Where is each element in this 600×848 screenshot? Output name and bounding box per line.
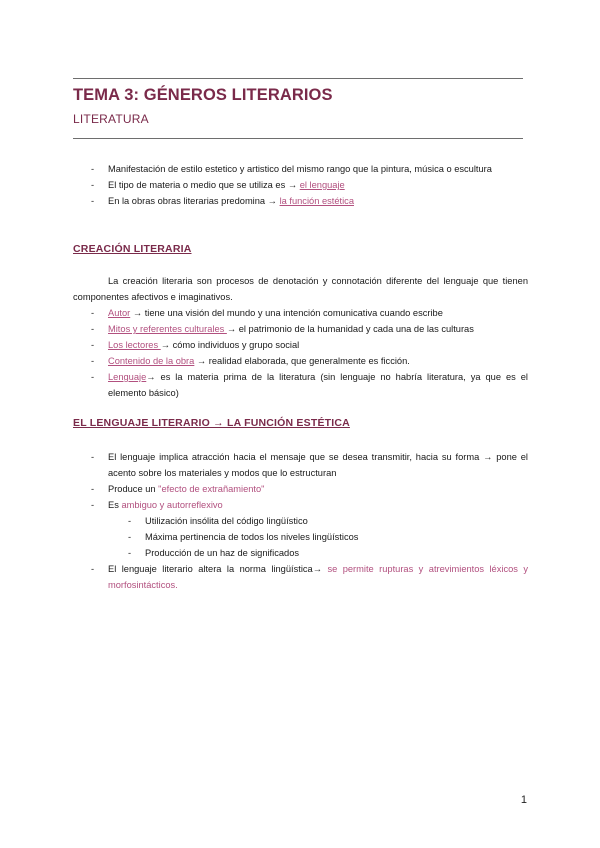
list-item: - El lenguaje implica atracción hacia el mensaje que se desea transmitir, hacia su forma → pone el acento sobre los materiales y modos que lo estructuran (91, 452, 528, 478)
sub-list-item: - Máxima pertinencia de todos los niveles lingüísticos (128, 532, 359, 542)
list-item: - Mitos y referentes culturales → el patrimonio de la humanidad y cada una de las culturas (91, 324, 474, 334)
sub-list-item: - Producción de un haz de significados (128, 548, 300, 558)
section-heading-creacion: CREACIÓN LITERARIA (73, 243, 192, 255)
top-rule (73, 78, 523, 79)
list-item: - Es ambiguo y autorreflexivo (91, 500, 223, 510)
link-lenguaje[interactable]: Lenguaje (108, 372, 147, 382)
header-rule (73, 138, 523, 139)
list-item: - Lenguaje→ es la materia prima de la literatura (sin lenguaje no habría literatura, ya que es el elemento básico) (91, 372, 528, 398)
link-el-lenguaje[interactable]: el lenguaje (299, 180, 345, 190)
list-item: - Los lectores → cómo individuos y grupo social (91, 340, 300, 350)
list-item: - El lenguaje literario altera la norma lingüística→ se permite rupturas y atrevimientos léxicos y morfosintácticos. (91, 564, 528, 590)
creacion-paragraph: La creación literaria son procesos de denotación y connotación diferente del lenguaje que tienen componentes afectivos e imaginativos. (73, 276, 528, 302)
lenguaje-body (73, 449, 528, 593)
list-item: - En la obras obras literarias predomina → la función estética (91, 196, 354, 206)
list-item: - El tipo de materia o medio que se utiliza es → el lenguaje (91, 180, 345, 190)
page-number: 1 (520, 794, 527, 806)
page-subtitle: LITERATURA (73, 112, 149, 126)
sub-list-item: - Utilización insólita del código lingüístico (128, 516, 308, 526)
intro-list (73, 161, 528, 209)
link-funcion-estetica[interactable]: la función estética (279, 196, 354, 206)
creacion-body (73, 273, 528, 401)
link-mitos[interactable]: Mitos y referentes culturales (108, 324, 227, 334)
list-item: - Contenido de la obra → realidad elaborada, que generalmente es ficción. (91, 356, 410, 366)
link-contenido[interactable]: Contenido de la obra (108, 356, 195, 366)
list-item: - Autor → tiene una visión del mundo y una intención comunicativa cuando escribe (91, 308, 443, 318)
link-lectores[interactable]: Los lectores (108, 340, 161, 350)
section-heading-lenguaje: EL LENGUAJE LITERARIO → LA FUNCIÓN ESTÉTICA (73, 417, 350, 429)
list-item: - Produce un "efecto de extrañamiento" (91, 484, 265, 494)
page-title: TEMA 3: GÉNEROS LITERARIOS (73, 86, 333, 104)
list-item: - Manifestación de estilo estetico y artistico del mismo rango que la pintura, música o escultura (91, 164, 492, 174)
link-autor[interactable]: Autor (108, 308, 131, 318)
